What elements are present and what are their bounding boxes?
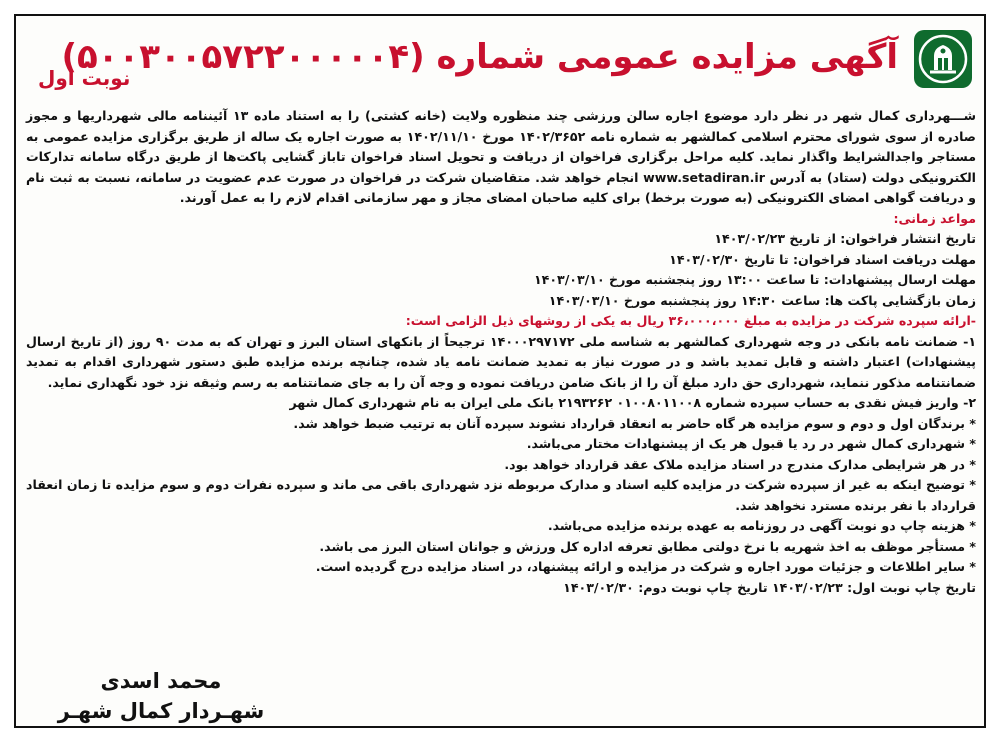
advertisement-sheet (14, 14, 986, 728)
municipality-emblem-icon (914, 30, 972, 88)
schedule-item: مهلت ارسال پیشنهادات: تا ساعت ۱۳:۰۰ روز پنجشنبه مورخ ۱۴۰۳/۰۳/۱۰ (533, 272, 976, 287)
intro-paragraph: شـــهرداری کمال شهر در نظر دارد موضوع اجاره سالن ورزشی چند منظوره ولایت (خانه کشتی) را به استناد ماده ۱۳ آئیننامه مالی شهرداریها و مجوز صادره از سوی شورای محترم اسلامی کمالشهر به شماره نامه ۱۴۰۲/۳۶۵۲ مورخ ۱۴۰۲/۱۱/۱۰ به صورت اجاره یک ساله از طریق برگزاری مزایده عمومی به مستاجر واجدالشرایط واگذار نماید. کلیه مراحل برگزاری فراخوان از دریافت و تحویل اسناد فراخوان تاباز گشایی پاکت‌ها از طریق درگاه سامانه تدارکات الکترونیکی دولت (ستاد) به آدرس www.setadiran.ir انجام خواهد شد. متقاضیان شرکت در فراخوان در صورت عدم عضویت در سامانه، نسبت به ثبت نام و دریافت گواهی امضای الکترونیکی (به صورت برخط) برای کلیه صاحبان امضای مجاز و مهر سازمانی اقدام لازم را به عمل آورند. (26, 108, 976, 205)
schedule-item: مهلت دریافت اسناد فراخوان: تا تاریخ ۱۴۰۳/۰۲/۳۰ (669, 251, 976, 267)
note-item: * سایر اطلاعات و جزئیات مورد اجاره و شرکت در مزایده و ارائه پیشنهاد، در اسناد مزایده درج گردیده است. (315, 559, 976, 574)
schedule-heading: مواعد زمانی: (893, 210, 976, 226)
schedule-item: زمان بازگشایی پاکت ها: ساعت ۱۴:۳۰ روز پنجشنبه مورخ ۱۴۰۳/۰۳/۱۰ (548, 292, 976, 308)
deposit-method: ۱- ضمانت نامه بانکی در وجه شهرداری کمالشهر به شناسه ملی ۱۴۰۰۰۲۹۷۱۷۲ ترجیحاً از بانکهای استان البرز و تهران که به مدت ۹۰ روز (از تاریخ ارسال پیشنهادات) اعتبار داشته و قابل تمدید باشد و در صورت نیاز به تمدید ضمانت نامه یاد شده، چنانچه برنده مزایده طبق دستور شهرداری اقدام به تمدید ضمانتنامه مذکور ننماید، شهرداری حق دارد مبلغ آن را از بانک ضامن دریافت نموده و وجه آن را به جای ضمانتنامه به رسم وثیقه نزد خود نگهداری نماید. (26, 333, 976, 390)
page-title: آگهی مزایده عمومی شماره (۵۰۰۳۰۰۵۷۲۲۰۰۰۰۰۴) (61, 37, 898, 77)
deposit-heading: -ارائه سپرده شرکت در مزایده به مبلغ ۳۶،۰۰۰،۰۰۰ ریال به یکی از روشهای ذیل الزامی است: (405, 313, 976, 328)
round-label: نوبت اول (38, 66, 131, 90)
print-dates: تاریخ چاپ نوبت اول: ۱۴۰۳/۰۲/۲۳ تاریخ چاپ نوبت دوم: ۱۴۰۳/۰۲/۳۰ (563, 579, 976, 595)
signatory-position: شهـردار کمال شهـر (57, 699, 265, 723)
signatory-name: محمد اسدی (100, 669, 222, 693)
note-item: * شهرداری کمال شهر در رد یا قبول هر یک از پیشنهادات مختار می‌باشد. (526, 436, 976, 451)
signature-block (46, 666, 276, 726)
note-item: * توضیح اینکه به غیر از سپرده شرکت در مزایده کلیه اسناد و مدارک مربوطه نزد شهرداری باقی می ماند و سپرده نفرات دوم و سوم مزایده تا زمان انعقاد قرارداد با نفر برنده مسترد نخواهد شد. (26, 477, 976, 513)
note-item: * مستأجر موظف به اخذ شهریه با نرخ دولتی مطابق تعرفه اداره کل ورزش و جوانان استان البرز می باشد. (319, 538, 976, 554)
notice-body (26, 106, 976, 598)
header (16, 16, 984, 94)
schedule-item: تاریخ انتشار فراخوان: از تاریخ ۱۴۰۳/۰۲/۲۳ (714, 231, 976, 246)
note-item: * در هر شرایطی مدارک مندرج در اسناد مزایده ملاک عقد قرارداد خواهد بود. (504, 456, 976, 472)
note-item: * هزینه چاپ دو نوبت آگهی در روزنامه به عهده برنده مزایده می‌باشد. (547, 518, 976, 533)
deposit-method: ۲- واریز فیش نقدی به حساب سپرده شماره ۰۱۰۰۸۰۱۱۰۰۸ ۲۱۹۳۲۶۲ بانک ملی ایران به نام شهرداری کمال شهر (289, 395, 976, 410)
note-item: * برندگان اول و دوم و سوم مزایده هر گاه حاضر به انعقاد قرارداد نشوند سپرده آنان به ترتیب ضبط خواهد شد. (293, 415, 976, 431)
